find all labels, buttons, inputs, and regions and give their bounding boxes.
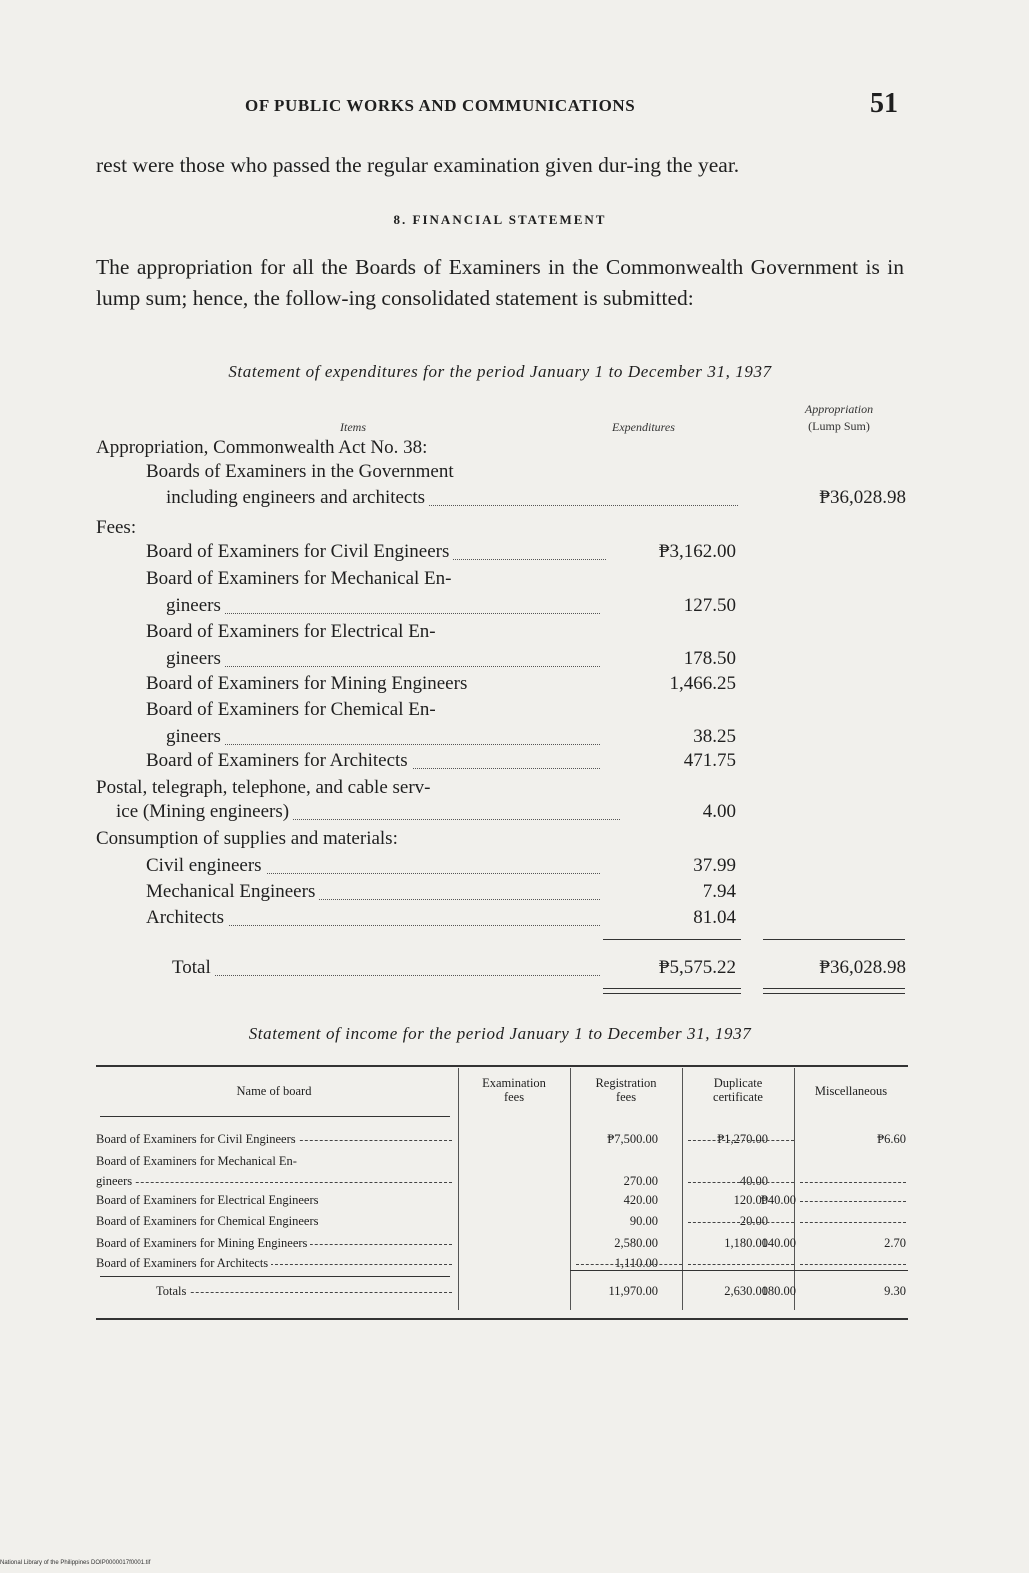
row-label: gineers xyxy=(96,1174,135,1189)
subtotal-rule-expenditures xyxy=(603,939,741,940)
table-row xyxy=(96,699,908,725)
row-expenditure: 4.00 xyxy=(702,801,736,822)
row-expenditure: 471.75 xyxy=(683,750,736,771)
paragraph-appropriation: The appropriation for all the Boards of Examiners in the Commonwealth Government is in lump sum; hence, the follow-ing consolidated statement is submitted: xyxy=(96,255,904,310)
table-row xyxy=(96,1236,908,1256)
row-label: Board of Examiners for Chemical En- xyxy=(146,699,440,721)
row-label: Board of Examiners for Mechanical En- xyxy=(96,1154,300,1169)
table-row xyxy=(96,437,908,463)
cell-misc: 2.70 xyxy=(884,1236,906,1250)
dash-empty xyxy=(688,1264,794,1265)
row-label: Appropriation, Commonwealth Act No. 38: xyxy=(96,437,431,459)
col-header-examination-1: Examination xyxy=(482,1076,546,1090)
income-top-rule xyxy=(96,1065,908,1067)
col-header-duplicate-certificate xyxy=(682,1076,794,1104)
cell-exam-fees: 270.00 xyxy=(623,1174,658,1188)
col-header-expenditures: Expenditures xyxy=(612,420,675,434)
total-double-rule-2 xyxy=(603,993,741,994)
row-label: gineers xyxy=(166,595,225,617)
table-row xyxy=(96,907,908,933)
row-expenditure: 1,466.25 xyxy=(669,673,736,694)
col-header-duplicate-1: Duplicate xyxy=(713,1076,763,1090)
table-row xyxy=(96,828,908,854)
col-header-registration-1: Registration xyxy=(595,1076,657,1090)
table-row xyxy=(116,801,928,827)
total-expenditures: ₱5,575.22 xyxy=(658,957,736,978)
dot-leader xyxy=(166,599,600,614)
dash-empty xyxy=(800,1222,906,1223)
cell-misc: ₱6.60 xyxy=(877,1132,906,1146)
row-label: Board of Examiners for Mining Engineers xyxy=(146,673,471,695)
row-label: Board of Examiners for Mechanical En- xyxy=(146,568,455,590)
cell-exam-fees: ₱7,500.00 xyxy=(607,1132,658,1146)
row-label: Board of Examiners for Mining Engineers xyxy=(96,1236,310,1251)
cell-exam-fees: 2,580.00 xyxy=(614,1236,658,1250)
row-label: Architects xyxy=(146,907,228,929)
paragraph-continuation: rest were those who passed the regular examination given dur-ing the year. xyxy=(96,153,740,177)
dash-empty xyxy=(688,1182,794,1183)
row-label: Civil engineers xyxy=(146,855,266,877)
dot-leader xyxy=(166,652,600,667)
total-double-rule-1 xyxy=(603,988,741,989)
dot-leader xyxy=(172,961,600,976)
dash-empty xyxy=(800,1264,906,1265)
dash-empty xyxy=(688,1222,794,1223)
table-row xyxy=(96,1256,908,1276)
cell-reg-fees: 1,180.00 xyxy=(724,1236,768,1250)
running-head: OF PUBLIC WORKS AND COMMUNICATIONS xyxy=(245,96,636,115)
total-appropriation: ₱36,028.98 xyxy=(819,957,906,978)
table-row xyxy=(96,1193,908,1213)
dash-empty xyxy=(800,1182,906,1183)
cell-exam-fees: 420.00 xyxy=(623,1193,658,1207)
table-row xyxy=(96,1214,908,1234)
cell-duplicate: 140.00 xyxy=(761,1236,796,1250)
col-header-appropriation-title: Appropriation xyxy=(804,402,874,416)
cell-exam-fees: 90.00 xyxy=(629,1214,658,1228)
col-header-miscellaneous: Miscellaneous xyxy=(814,1084,888,1098)
totals-duplicate: 180.00 xyxy=(761,1284,796,1298)
col-header-items: Items xyxy=(340,420,366,434)
col-header-appropriation-sub: (Lump Sum) xyxy=(808,419,870,433)
col-header-duplicate-2: certificate xyxy=(713,1090,763,1104)
cell-duplicate: ₱40.00 xyxy=(760,1193,796,1207)
table-row xyxy=(96,461,908,487)
expenditures-caption: Statement of expenditures for the period January 1 to December 31, 1937 xyxy=(228,362,772,381)
cell-reg-fees: ₱1,270.00 xyxy=(717,1132,768,1146)
table-row xyxy=(96,855,908,881)
row-appropriation: ₱36,028.98 xyxy=(819,487,906,508)
income-pre-total-rule-right xyxy=(570,1270,908,1271)
total-double-rule-4 xyxy=(763,993,905,994)
cell-reg-fees: 20.00 xyxy=(739,1214,768,1228)
table-row xyxy=(96,726,908,752)
row-label: Consumption of supplies and materials: xyxy=(96,828,402,850)
dash-empty xyxy=(576,1264,682,1265)
totals-row xyxy=(96,1284,908,1304)
col-header-appropriation xyxy=(775,401,903,435)
page-number: 51 xyxy=(870,88,898,119)
total-label: Total xyxy=(172,957,215,979)
row-expenditure: 178.50 xyxy=(683,648,736,669)
dash-empty xyxy=(800,1201,906,1202)
row-label: Mechanical Engineers xyxy=(146,881,319,903)
row-label: including engineers and architects xyxy=(166,487,429,509)
cell-reg-fees: 40.00 xyxy=(739,1174,768,1188)
total-row xyxy=(96,957,908,983)
dash-leader xyxy=(156,1292,452,1293)
income-caption: Statement of income for the period January 1 to December 31, 1937 xyxy=(248,1024,752,1043)
table-row xyxy=(96,568,908,594)
totals-exam-fees: 11,970.00 xyxy=(608,1284,658,1298)
table-row xyxy=(96,541,908,567)
table-row xyxy=(96,881,908,907)
row-label: Postal, telegraph, telephone, and cable serv- xyxy=(96,777,435,799)
row-label: Board of Examiners for Civil Engineers xyxy=(96,1132,299,1147)
row-label: Board of Examiners for Civil Engineers xyxy=(146,541,453,563)
table-row xyxy=(96,1174,908,1194)
dash-empty xyxy=(688,1140,794,1141)
col-header-registration-2: fees xyxy=(615,1090,637,1104)
income-pre-total-rule xyxy=(100,1276,450,1277)
row-label: Board of Examiners for Electrical En- xyxy=(146,621,440,643)
table-row xyxy=(96,1154,908,1174)
income-header-rule xyxy=(100,1116,450,1117)
row-expenditure: ₱3,162.00 xyxy=(658,541,736,562)
table-row xyxy=(96,648,908,674)
row-expenditure: 7.94 xyxy=(702,881,736,902)
row-label: Board of Examiners for Architects xyxy=(146,750,412,772)
dot-leader xyxy=(166,730,600,745)
total-double-rule-3 xyxy=(763,988,905,989)
table-row xyxy=(96,750,908,776)
row-label: ice (Mining engineers) xyxy=(116,801,293,823)
table-row xyxy=(96,777,908,803)
totals-label: Totals xyxy=(156,1284,189,1299)
col-header-name-of-board: Name of board xyxy=(236,1084,312,1098)
row-label: gineers xyxy=(166,726,225,748)
scan-footer: National Library of the Philippines DOIP0000017f0001.tif xyxy=(0,1560,151,1566)
dash-leader xyxy=(96,1182,452,1183)
table-row xyxy=(96,517,908,543)
col-header-examination-2: fees xyxy=(503,1090,525,1104)
row-label: Board of Examiners for Architects xyxy=(96,1256,271,1271)
cell-exam-fees: 1,110.00 xyxy=(614,1256,658,1270)
row-expenditure: 81.04 xyxy=(693,907,736,928)
section-heading: 8. FINANCIAL STATEMENT xyxy=(393,212,607,227)
table-row xyxy=(96,595,908,621)
row-label: Boards of Examiners in the Government xyxy=(146,461,458,483)
table-row xyxy=(96,621,908,647)
row-expenditure: 127.50 xyxy=(683,595,736,616)
col-header-examination-fees xyxy=(458,1076,570,1104)
table-row xyxy=(96,1132,908,1152)
row-expenditure: 38.25 xyxy=(693,726,736,747)
row-label: Board of Examiners for Electrical Engineers xyxy=(96,1193,321,1208)
row-label: Board of Examiners for Chemical Engineers xyxy=(96,1214,322,1229)
totals-reg-fees: 2,630.00 xyxy=(724,1284,768,1298)
row-label: Fees: xyxy=(96,517,140,539)
totals-misc: 9.30 xyxy=(884,1284,906,1298)
row-label: gineers xyxy=(166,648,225,670)
cell-reg-fees: 120.00 xyxy=(733,1193,768,1207)
income-bottom-rule xyxy=(96,1318,908,1320)
col-header-registration-fees xyxy=(570,1076,682,1104)
table-row xyxy=(96,487,908,513)
subtotal-rule-appropriation xyxy=(763,939,905,940)
row-expenditure: 37.99 xyxy=(693,855,736,876)
table-row xyxy=(96,673,908,699)
